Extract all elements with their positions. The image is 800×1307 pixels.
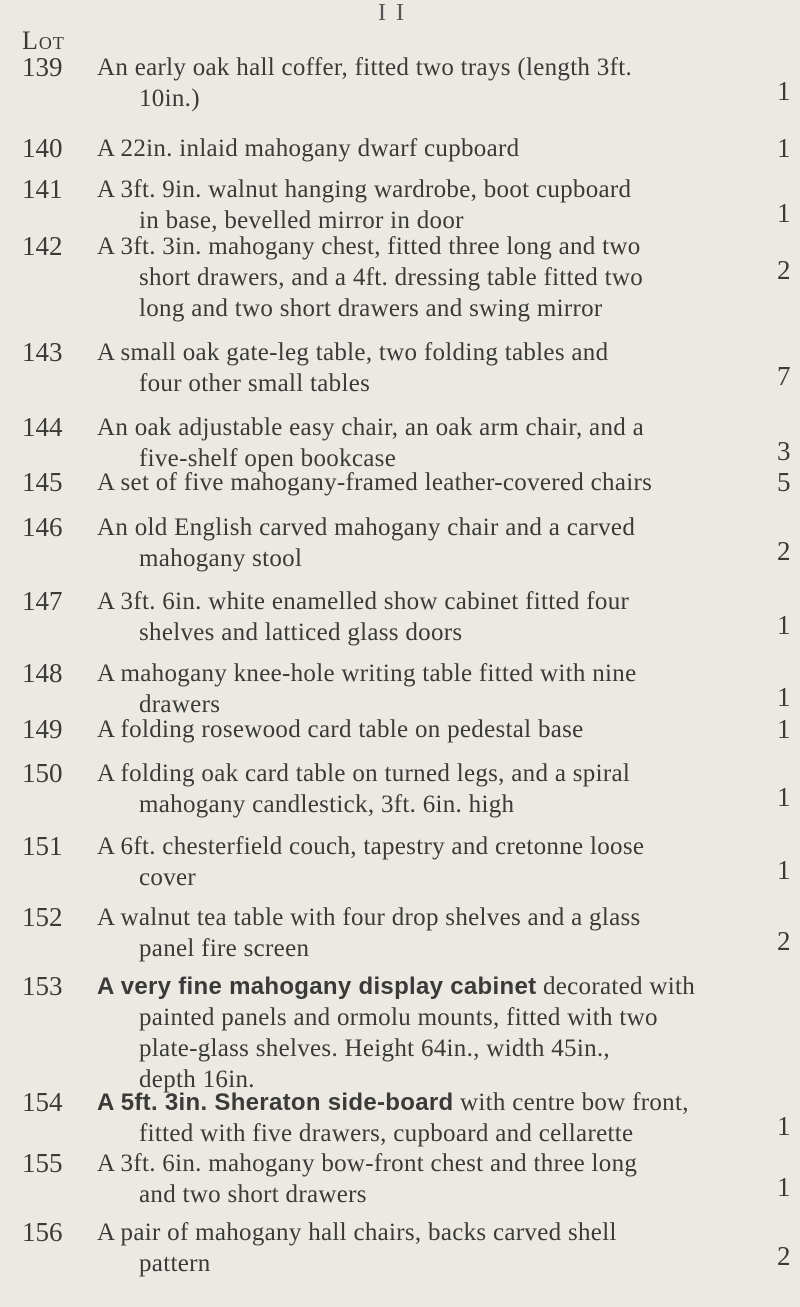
lot-quantity: 1: [777, 610, 791, 640]
lot-description-line: An oak adjustable easy chair, an oak arm chair, and a: [97, 414, 645, 441]
lot-quantity: 1: [777, 782, 791, 812]
lot-description-line: five-shelf open bookcase: [139, 445, 397, 472]
lot-description: [97, 52, 773, 114]
lot-description-line: pattern: [139, 1250, 211, 1277]
lot-description-line: A walnut tea table with four drop shelves and a glass: [97, 904, 641, 931]
lot-number: 142: [22, 231, 63, 261]
lot-description-line: An early oak hall coffer, fitted two trays (length 3ft.: [97, 54, 633, 81]
lot-description: [97, 1148, 773, 1210]
lot-quantity: 2: [777, 1241, 791, 1271]
lot-number: 146: [22, 512, 63, 542]
lot-description: [97, 1087, 773, 1149]
lot-quantity: 1: [777, 1111, 791, 1141]
lot-number: 140: [22, 133, 63, 163]
lot-description-line: mahogany candlestick, 3ft. 6in. high: [139, 791, 515, 818]
lot-description-line: A 22in. inlaid mahogany dwarf cupboard: [97, 135, 520, 162]
lot-description-line: plate-glass shelves. Height 64in., width 45in.,: [139, 1035, 610, 1062]
lot-number: 156: [22, 1217, 63, 1247]
lot-number: 148: [22, 658, 63, 688]
lot-description-line: drawers: [139, 691, 221, 718]
lot-description-line: depth 16in.: [139, 1066, 255, 1093]
lot-description: [97, 758, 773, 820]
lot-quantity: 2: [777, 255, 791, 285]
lot-description-line: mahogany stool: [139, 545, 303, 572]
lot-description-line: A set of five mahogany-framed leather-covered chairs: [97, 469, 653, 496]
lot-quantity: 3: [777, 436, 791, 466]
lot-quantity: 1: [777, 682, 791, 712]
lot-description-line: A very fine mahogany display cabinet decorated with: [97, 973, 695, 1000]
lot-description-line: 10in.): [139, 85, 200, 112]
lot-number: 143: [22, 337, 63, 367]
lot-number: 154: [22, 1087, 63, 1117]
lot-description-line: four other small tables: [139, 370, 371, 397]
lot-quantity: 2: [777, 926, 791, 956]
lot-description: [97, 831, 773, 893]
lot-description-line: A 3ft. 9in. walnut hanging wardrobe, boot cupboard: [97, 176, 632, 203]
lot-description-line: A 3ft. 3in. mahogany chest, fitted three long and two: [97, 233, 641, 260]
lot-description-line: A small oak gate-leg table, two folding tables and: [97, 339, 609, 366]
lot-number: 145: [22, 467, 63, 497]
lot-description: [97, 174, 773, 236]
lot-quantity: 1: [777, 1172, 791, 1202]
lot-number: 147: [22, 586, 63, 616]
lot-description: [97, 971, 773, 1095]
lot-description: [97, 231, 773, 324]
lot-description-line: cover: [139, 864, 197, 891]
lot-title-bold: A very fine mahogany display cabinet: [97, 973, 537, 1000]
lot-quantity: 5: [777, 467, 791, 497]
lot-description: [97, 512, 773, 574]
lot-description: [97, 412, 773, 474]
lot-description-line: shelves and latticed glass doors: [139, 619, 463, 646]
lot-quantity: 1: [777, 714, 791, 744]
lot-description-line: and two short drawers: [139, 1181, 367, 1208]
lot-description-line: in base, bevelled mirror in door: [139, 207, 464, 234]
lot-quantity: 2: [777, 536, 791, 566]
lot-description-line: painted panels and ormolu mounts, fitted with two: [139, 1004, 658, 1031]
lot-description: [97, 658, 773, 720]
lot-quantity: 1: [777, 76, 791, 106]
lot-column-header: Lot: [22, 26, 65, 55]
lot-description-line: A pair of mahogany hall chairs, backs carved shell: [97, 1219, 617, 1246]
lot-description-line: An old English carved mahogany chair and a carved: [97, 514, 636, 541]
page-mark: I I: [378, 0, 406, 26]
lot-description-line: A 3ft. 6in. mahogany bow-front chest and three long: [97, 1150, 638, 1177]
lot-title-bold: A 5ft. 3in. Sheraton side-board: [97, 1089, 454, 1116]
lot-number: 139: [22, 52, 63, 82]
lot-description-line: short drawers, and a 4ft. dressing table fitted two: [139, 264, 644, 291]
lot-quantity: 7: [777, 361, 791, 391]
lot-description: [97, 586, 773, 648]
lot-description-line: A folding oak card table on turned legs, and a spiral: [97, 760, 631, 787]
lot-description: [97, 902, 773, 964]
lot-number: 144: [22, 412, 63, 442]
lot-description: [97, 337, 773, 399]
lot-description-line: A 3ft. 6in. white enamelled show cabinet fitted four: [97, 588, 630, 615]
lot-number: 153: [22, 971, 63, 1001]
lot-number: 149: [22, 714, 63, 744]
lot-description-line: A 5ft. 3in. Sheraton side-board with centre bow front,: [97, 1089, 689, 1116]
lot-number: 141: [22, 174, 63, 204]
lot-number: 150: [22, 758, 63, 788]
lot-description: [97, 467, 773, 498]
lot-quantity: 1: [777, 855, 791, 885]
lot-description-line: long and two short drawers and swing mirror: [139, 295, 603, 322]
lot-description: [97, 133, 773, 164]
lot-description-line: A folding rosewood card table on pedestal base: [97, 716, 584, 743]
lot-description: [97, 714, 773, 745]
lot-quantity: 1: [777, 198, 791, 228]
lot-description-line: A mahogany knee-hole writing table fitted with nine: [97, 660, 637, 687]
lot-description-line: panel fire screen: [139, 935, 310, 962]
lot-number: 155: [22, 1148, 63, 1178]
lot-number: 151: [22, 831, 63, 861]
lot-quantity: 1: [777, 133, 791, 163]
lot-description-line: A 6ft. chesterfield couch, tapestry and cretonne loose: [97, 833, 645, 860]
lot-description: [97, 1217, 773, 1279]
lot-number: 152: [22, 902, 63, 932]
lot-description-line: fitted with five drawers, cupboard and cellarette: [139, 1120, 634, 1147]
